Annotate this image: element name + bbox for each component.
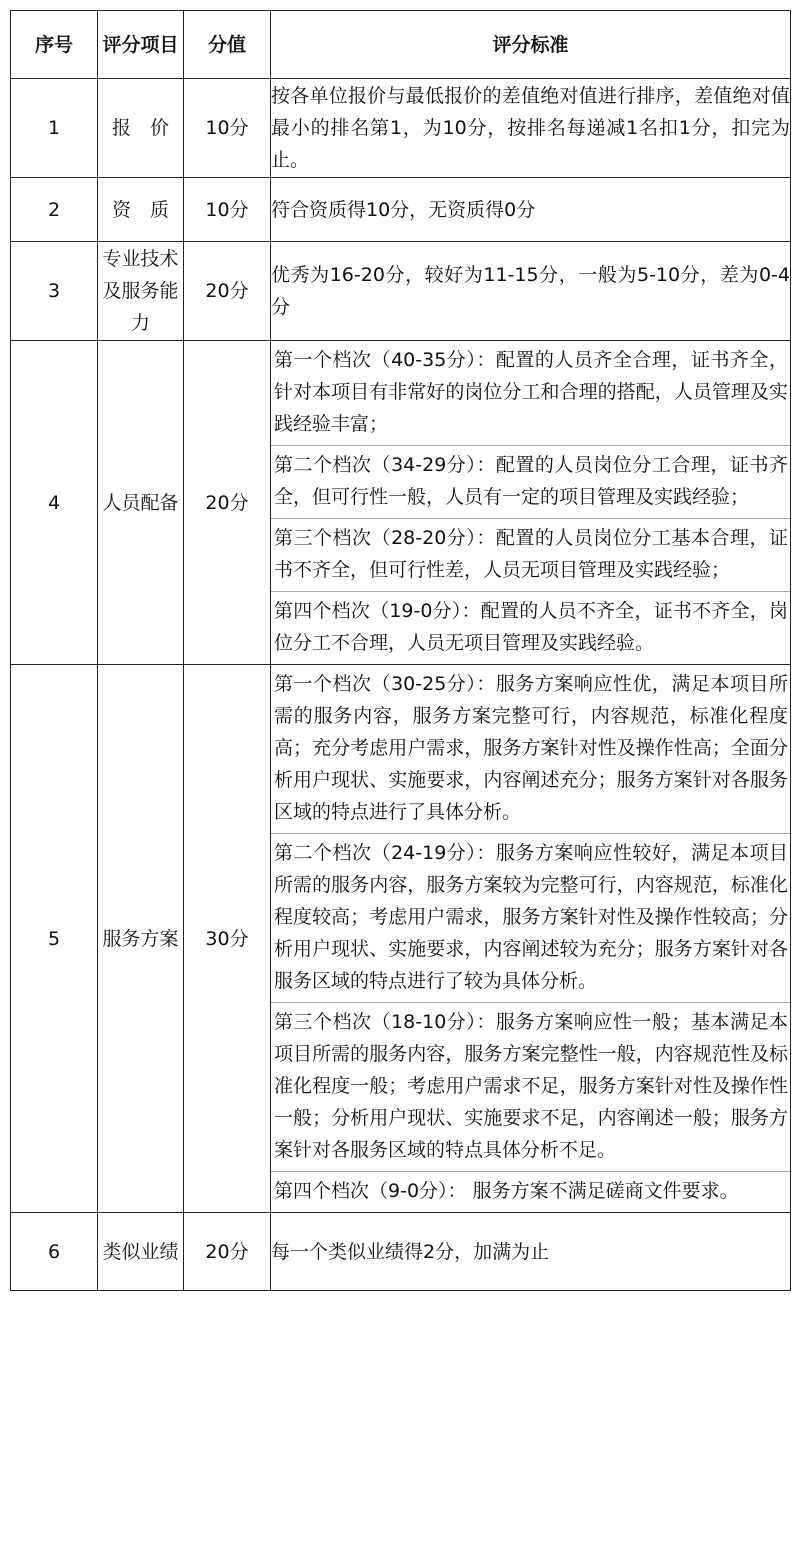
standard-tier: 第二个档次（24-19分）：服务方案响应性较好，满足本项目所需的服务内容，服务方案较为完整可行，内容规范，标准化程度较高；考虑用户需求，服务方案针对性及操作性较高；分析用户现状、实施要求，内容阐述较为充分；服务方案针对各服务区域的特点进行了较为具体分析。 xyxy=(271,834,790,1003)
row-score: 20分 xyxy=(184,1213,271,1291)
standard-tier: 第三个档次（18-10分）：服务方案响应性一般；基本满足本项目所需的服务内容，服务方案完整性一般，内容规范性及标准化程度一般；考虑用户需求不足，服务方案针对性及操作性一般；分析用户现状、实施要求不足，内容阐述一般；服务方案针对各服务区域的特点具体分析不足。 xyxy=(271,1003,790,1172)
scoring-table xyxy=(10,10,791,1291)
row-no: 3 xyxy=(11,242,98,341)
row-standard-group xyxy=(271,665,791,1213)
header-score: 分值 xyxy=(184,11,271,79)
table-row xyxy=(11,341,791,665)
row-score: 20分 xyxy=(184,341,271,665)
standard-tier: 第三个档次（28-20分）：配置的人员岗位分工基本合理，证书不齐全，但可行性差，人员无项目管理及实践经验； xyxy=(271,519,790,592)
row-standard: 优秀为16-20分，较好为11-15分，一般为5-10分，差为0-4分 xyxy=(271,242,791,341)
row-no: 1 xyxy=(11,79,98,178)
standard-tier: 第四个档次（9-0分）： 服务方案不满足磋商文件要求。 xyxy=(274,1180,739,1202)
standard-tier: 第一个档次（40-35分）：配置的人员齐全合理，证书齐全，针对本项目有非常好的岗位分工和合理的搭配，人员管理及实践经验丰富； xyxy=(271,341,790,446)
table-row xyxy=(11,79,791,178)
header-item: 评分项目 xyxy=(98,11,184,79)
standard-tier: 第二个档次（34-29分）：配置的人员岗位分工合理，证书齐全，但可行性一般，人员有一定的项目管理及实践经验； xyxy=(271,446,790,519)
row-score: 20分 xyxy=(184,242,271,341)
table-header-row xyxy=(11,11,791,79)
row-item: 类似业绩 xyxy=(98,1213,184,1291)
row-item: 服务方案 xyxy=(98,665,184,1213)
standard-tier: 第一个档次（30-25分）：服务方案响应性优，满足本项目所需的服务内容，服务方案完整可行，内容规范，标准化程度高；充分考虑用户需求，服务方案针对性及操作性高；全面分析用户现状、实施要求，内容阐述充分；服务方案针对各服务区域的特点进行了具体分析。 xyxy=(271,665,790,834)
row-item: 报 价 xyxy=(98,79,184,178)
table-row xyxy=(11,665,791,1213)
row-item: 人员配备 xyxy=(98,341,184,665)
row-score: 10分 xyxy=(184,178,271,242)
header-no: 序号 xyxy=(11,11,98,79)
row-standard: 每一个类似业绩得2分，加满为止 xyxy=(271,1213,791,1291)
row-standard: 按各单位报价与最低报价的差值绝对值进行排序，差值绝对值最小的排名第1，为10分，按排名每递减1名扣1分，扣完为止。 xyxy=(271,79,791,178)
row-item: 专业技术及服务能力 xyxy=(98,242,184,341)
row-no: 2 xyxy=(11,178,98,242)
row-score: 30分 xyxy=(184,665,271,1213)
row-no: 6 xyxy=(11,1213,98,1291)
table-row xyxy=(11,1213,791,1291)
row-score: 10分 xyxy=(184,79,271,178)
standard-tier: 第四个档次（19-0分）：配置的人员不齐全，证书不齐全，岗位分工不合理，人员无项目管理及实践经验。 xyxy=(274,600,788,654)
row-item: 资 质 xyxy=(98,178,184,242)
row-no: 4 xyxy=(11,341,98,665)
table-row xyxy=(11,242,791,341)
row-standard-group xyxy=(271,341,791,665)
header-standard: 评分标准 xyxy=(271,11,791,79)
table-row xyxy=(11,178,791,242)
row-standard: 符合资质得10分，无资质得0分 xyxy=(271,178,791,242)
row-no: 5 xyxy=(11,665,98,1213)
